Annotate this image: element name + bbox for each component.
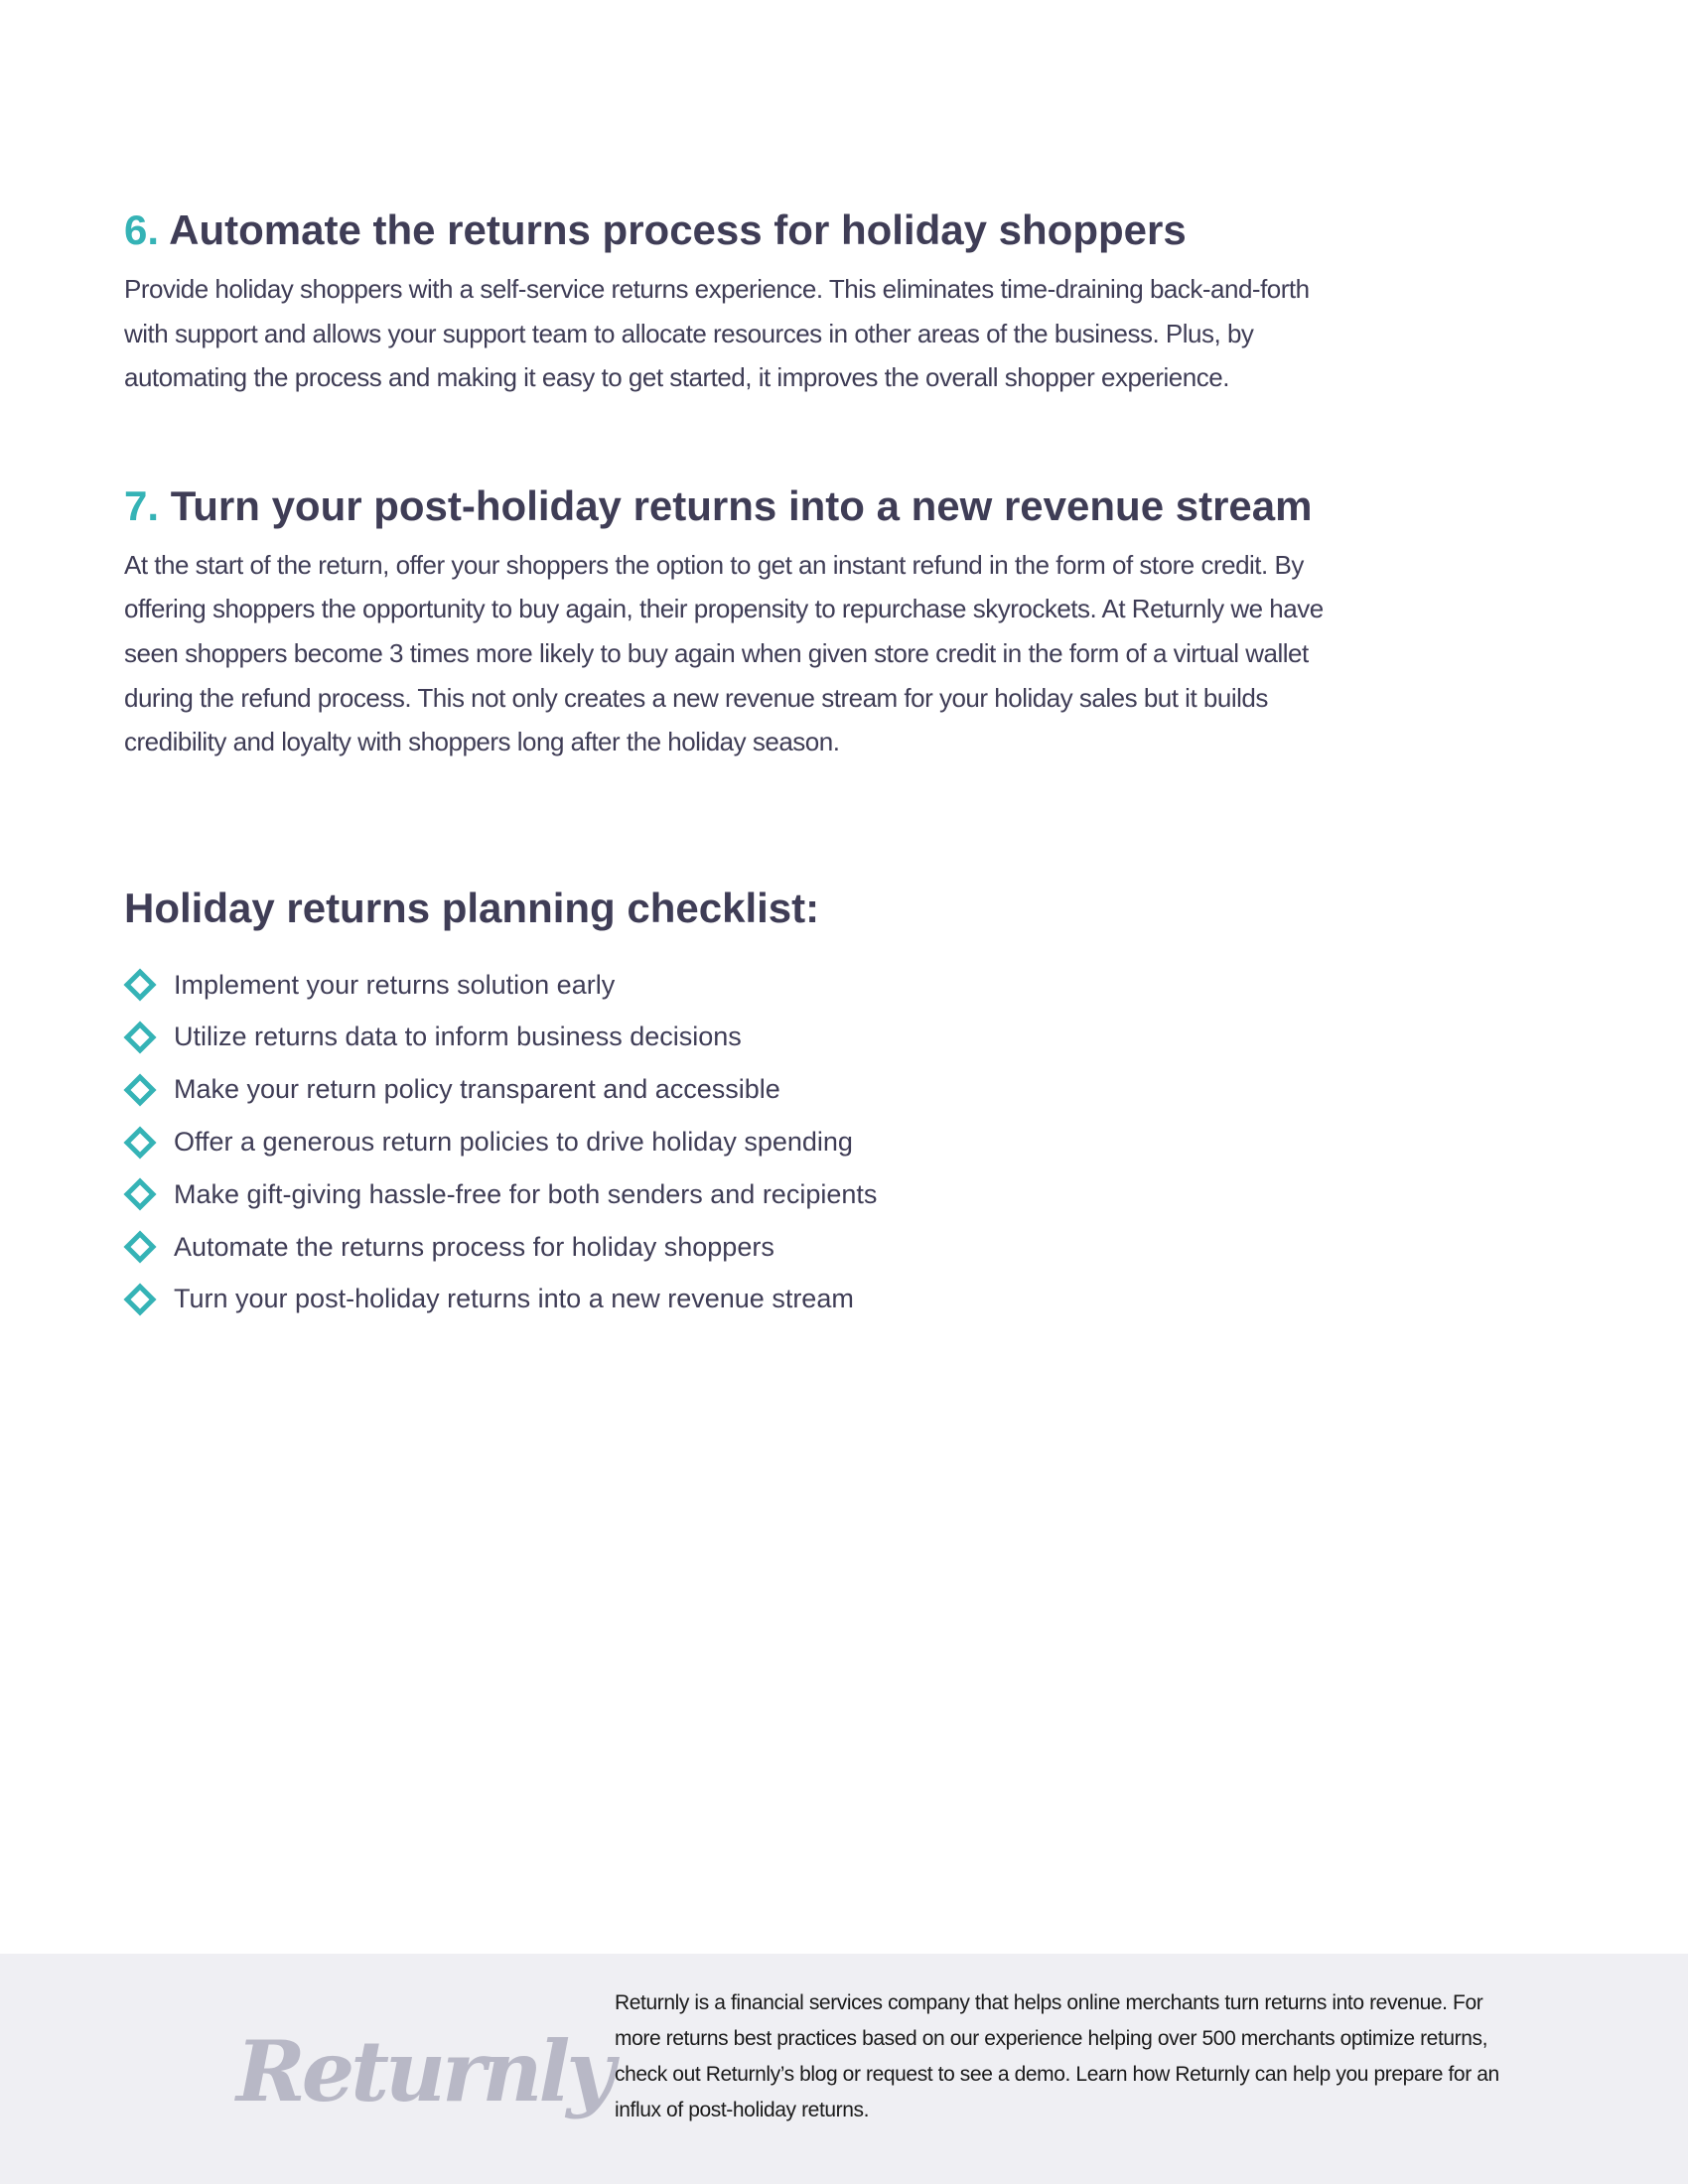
section-number: 6. bbox=[124, 206, 160, 253]
checklist-item bbox=[124, 1221, 1326, 1274]
checklist-item bbox=[124, 1063, 1326, 1116]
checklist-title: Holiday returns planning checklist: bbox=[124, 884, 820, 931]
diamond-outline-icon bbox=[124, 1127, 156, 1159]
returnly-logo bbox=[230, 2013, 612, 2132]
checklist-item-label: Automate the returns process for holiday shoppers bbox=[174, 1231, 774, 1262]
section-heading bbox=[124, 204, 1326, 257]
page-content bbox=[124, 204, 1326, 1325]
checklist-item-label: Turn your post-holiday returns into a new revenue stream bbox=[174, 1284, 854, 1314]
section-heading bbox=[124, 479, 1326, 533]
checklist-item-label: Make your return policy transparent and accessible bbox=[174, 1074, 780, 1105]
checklist-item-label: Make gift-giving hassle-free for both senders and recipients bbox=[174, 1178, 878, 1209]
checklist-item bbox=[124, 1012, 1326, 1064]
checklist-item bbox=[124, 959, 1326, 1012]
section-body: Provide holiday shoppers with a self-service returns experience. This eliminates time-draining back-and-forth with support and allows your support team to allocate resources in other areas of the business. Plus, by automating the process and making it easy to get started, it improves the overall shopper experience. bbox=[124, 274, 1310, 393]
section-body: At the start of the return, offer your shoppers the option to get an instant refund in the form of store credit. By offering shoppers the opportunity to buy again, their propensity to repurchase skyrockets. At Returnly we have seen shoppers become 3 times more likely to buy again when given store credit in the form of a virtual wallet during the refund process. This not only creates a new revenue stream for your holiday sales but it builds credibility and loyalty with shoppers long after the holiday season. bbox=[124, 549, 1324, 757]
diamond-outline-icon bbox=[124, 1022, 156, 1053]
checklist-section bbox=[124, 882, 1326, 1326]
section-title: Turn your post-holiday returns into a new revenue stream bbox=[170, 481, 1313, 529]
footer bbox=[0, 1954, 1688, 2184]
checklist-item-label: Offer a generous return policies to drive holiday spending bbox=[174, 1127, 853, 1158]
section-title: Automate the returns process for holiday shoppers bbox=[169, 206, 1187, 253]
section-automate-returns bbox=[124, 204, 1326, 400]
checklist-item-label: Utilize returns data to inform business decisions bbox=[174, 1022, 742, 1052]
section-revenue-stream bbox=[124, 479, 1326, 764]
checklist bbox=[124, 959, 1326, 1326]
footer-description: Returnly is a financial services company that helps online merchants turn returns into revenue. For more returns best practices based on our experience helping over 500 merchants optimize returns, check out Returnly’s blog or request to see a demo. Learn how Returnly can help you prepare for an influx of post-holiday returns. bbox=[615, 1991, 1499, 2121]
diamond-outline-icon bbox=[124, 1284, 156, 1315]
checklist-item-label: Implement your returns solution early bbox=[174, 969, 616, 1000]
diamond-outline-icon bbox=[124, 1074, 156, 1106]
diamond-outline-icon bbox=[124, 1231, 156, 1263]
checklist-item bbox=[124, 1116, 1326, 1168]
diamond-outline-icon bbox=[124, 1178, 156, 1210]
checklist-item bbox=[124, 1168, 1326, 1221]
checklist-item bbox=[124, 1274, 1326, 1326]
section-number: 7. bbox=[124, 481, 160, 529]
diamond-outline-icon bbox=[124, 969, 156, 1001]
svg-text:Returnly: Returnly bbox=[236, 2022, 612, 2120]
